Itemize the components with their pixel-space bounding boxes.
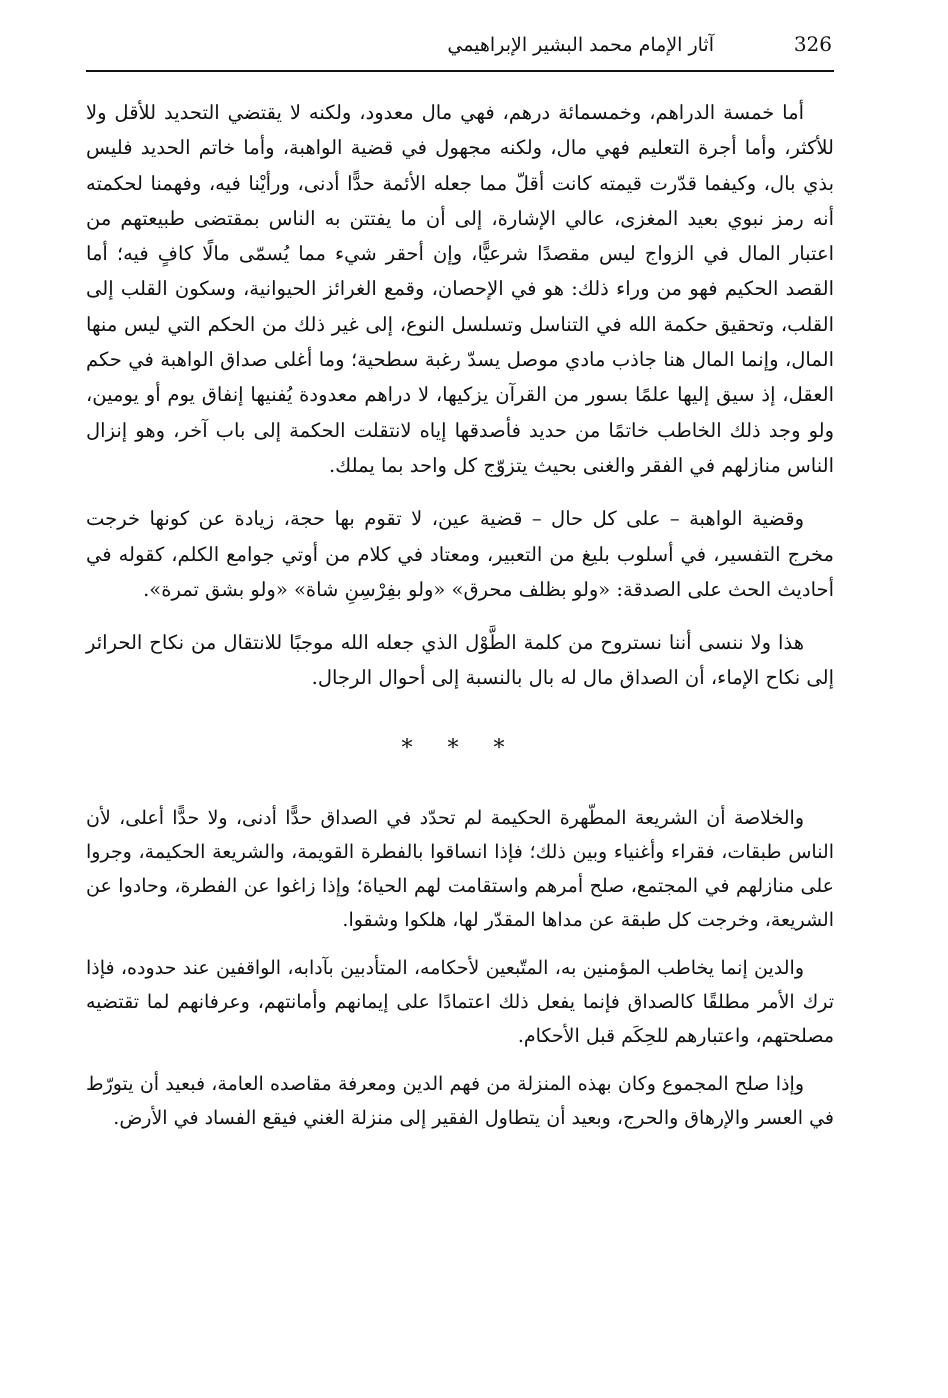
paragraph: هذا ولا ننسى أننا نستروح من كلمة الطَّوْل الذي جعله الله موجبًا للانتقال من نكاح الحرائر إلى نكاح الإماء، أن الصداق مال له بال بالنسبة إلى أحوال الرجال. <box>86 631 834 690</box>
paragraph: أما خمسة الدراهم، وخمسمائة درهم، فهي مال معدود، ولكنه لا يقتضي التحديد للأقل ولا للأكثر، وأما أجرة التعليم فهي مال، ولكنه مجهول في قضية الواهبة، وأما خاتم الحديد فليس بذي بال، وكيفما قدّرت قيمته كانت أقلّ مما جعله الأئمة حدًّا أدنى، ورأيْنا فيه، وفهمنا لحكمته أنه رمز نبوي بعيد المغزى، عالي الإشارة، إلى أن ما يفتتن به الناس بمقتضى طبيعتهم من اعتبار المال في الزواج ليس مقصدًا شرعيًّا، وإن أحقر شيء مما يُسمّى مالًا كافٍ فيه؛ أما القصد الحكيم فهو من وراء ذلك: هو في الإحصان، وقمع الغرائز الحيوانية، وسكون القلب إلى القلب، وتحقيق حكمة الله في التناسل وتسلسل النوع، إلى غير ذلك من الحكم التي ليس منها المال، وإنما المال هنا جاذب مادي موصل يسدّ رغبة سطحية؛ وما أغلى صداق الواهبة في حكم العقل، إذ سيق إليها علمًا بسور من القرآن يزكيها، لا دراهم معدودة يُفنيها إنفاق يوم أو يومين، ولو وجد ذلك الخاطب خاتمًا من حديد فأصدقها إياه لانتقلت الحكمة إلى باب آخر، وهو إنزال الناس منازلهم في الفقر والغنى بحيث يتزوّج كل واحد بما يملك. <box>86 101 834 477</box>
page-body <box>86 95 834 1149</box>
page-number: 326 <box>793 32 832 56</box>
paragraph: وإذا صلح المجموع وكان بهذه المنزلة من فهم الدين ومعرفة مقاصده العامة، فبعيد أن يتورّط في العسر والإرهاق والحرج، وبعيد أن يتطاول الفقير إلى منزلة الغني فيقع الفساد في الأرض. <box>86 1072 834 1129</box>
page-header <box>86 24 834 72</box>
paragraph: والخلاصة أن الشريعة المطّهرة الحكيمة لم تحدّد في الصداق حدًّا أدنى، ولا حدًّا أعلى، لأن الناس طبقات، فقراء وأغنياء وبين ذلك؛ فإذا انساقوا بالفطرة القويمة، والشريعة الحكيمة، وجروا على منازلهم في المجتمع، صلح أمرهم واستقامت لهم الحياة؛ وإذا زاغوا عن الفطرة، وحادوا عن الشريعة، وخرجت كل طبقة عن مداها المقدّر لها، هلكوا وشقوا. <box>86 806 834 931</box>
paragraph: وقضية الواهبة – على كل حال – قضية عين، لا تقوم بها حجة، زيادة عن كونها خرجت مخرج التفسير، في أسلوب بليغ من التعبير، ومعتاد في كلام من أوتي جوامع الكلم، كقوله في أحاديث الحث على الصدقة: «ولو بظلف محرق» «ولو بفِرْسِنِ شاة» «ولو بشق تمرة». <box>86 507 834 601</box>
running-title: آثار الإمام محمد البشير الإبراهيمي <box>447 34 714 56</box>
paragraph: والدين إنما يخاطب المؤمنين به، المتّبعين لأحكامه، المتأدبين بآدابه، الواقفين عند حدوده، فإذا ترك الأمر مطلقًا كالصداق فإنما يفعل ذلك اعتمادًا على إيمانهم وأمانتهم، وعرفانهم لما تقتضيه مصلحتهم، واعتبارهم للحِكَم قبل الأحكام. <box>86 956 834 1047</box>
section-separator: * * * <box>401 735 519 761</box>
